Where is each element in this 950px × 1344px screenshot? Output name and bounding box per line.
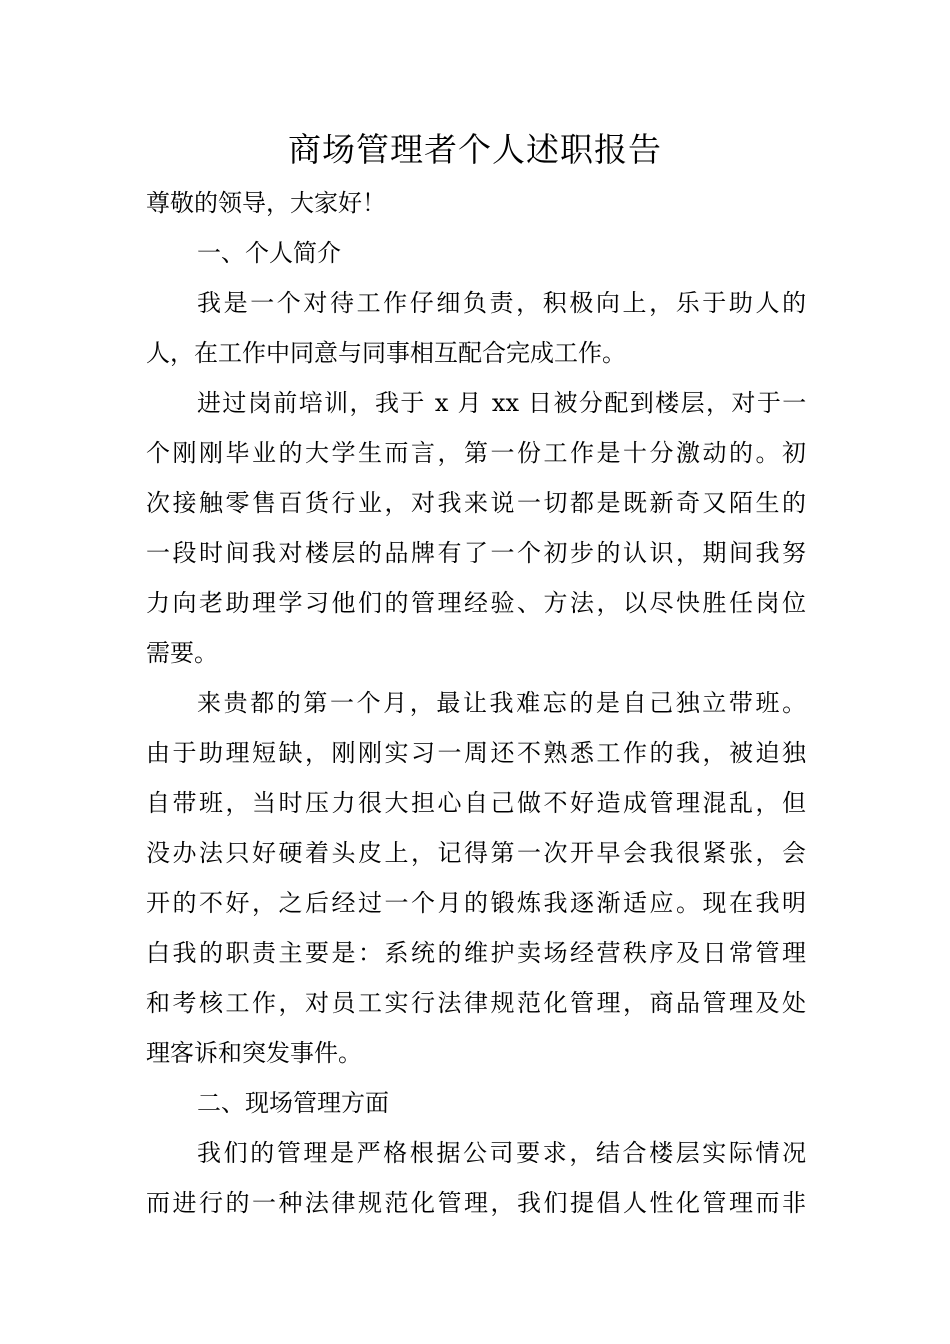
text-line: 自带班，当时压力很大担心自己做不好造成管理混乱，但 [146,789,806,817]
text-line: 理客诉和突发事件。 [146,1039,362,1067]
text-line: 我们的管理是严格根据公司要求，结合楼层实际情况 [197,1139,806,1167]
text-line: 来贵都的第一个月，最让我难忘的是自己独立带班。 [197,689,806,717]
text-line: 力向老助理学习他们的管理经验、方法，以尽快胜任岗位 [146,589,806,617]
text-line: 一段时间我对楼层的品牌有了一个初步的认识，期间我努 [146,539,806,567]
text-line: 由于助理短缺，刚刚实习一周还不熟悉工作的我，被迫独 [146,739,806,767]
text-line: 而进行的一种法律规范化管理，我们提倡人性化管理而非 [146,1189,806,1217]
text-line: 进过岗前培训，我于 x 月 xx 日被分配到楼层，对于一 [197,389,806,417]
document-body [146,178,806,1228]
text-line: 我是一个对待工作仔细负责，积极向上，乐于助人的 [197,289,806,317]
text-line: 白我的职责主要是：系统的维护卖场经营秩序及日常管理 [146,939,806,967]
text-line: 需要。 [146,639,218,667]
text-line: 开的不好，之后经过一个月的锻炼我逐渐适应。现在我明 [146,889,806,917]
text-line: 尊敬的领导，大家好！ [146,189,386,217]
text-line: 和考核工作，对员工实行法律规范化管理，商品管理及处 [146,989,806,1017]
text-line: 没办法只好硬着头皮上，记得第一次开早会我很紧张，会 [146,839,806,867]
text-line: 二、现场管理方面 [197,1089,389,1117]
text-line: 个刚刚毕业的大学生而言，第一份工作是十分激动的。初 [146,439,806,467]
text-line: 人，在工作中同意与同事相互配合完成工作。 [146,339,626,367]
text-line: 一、个人简介 [197,239,341,267]
document-title: 商场管理者个人述职报告 [288,130,662,169]
text-line: 次接触零售百货行业，对我来说一切都是既新奇又陌生的 [146,489,806,517]
